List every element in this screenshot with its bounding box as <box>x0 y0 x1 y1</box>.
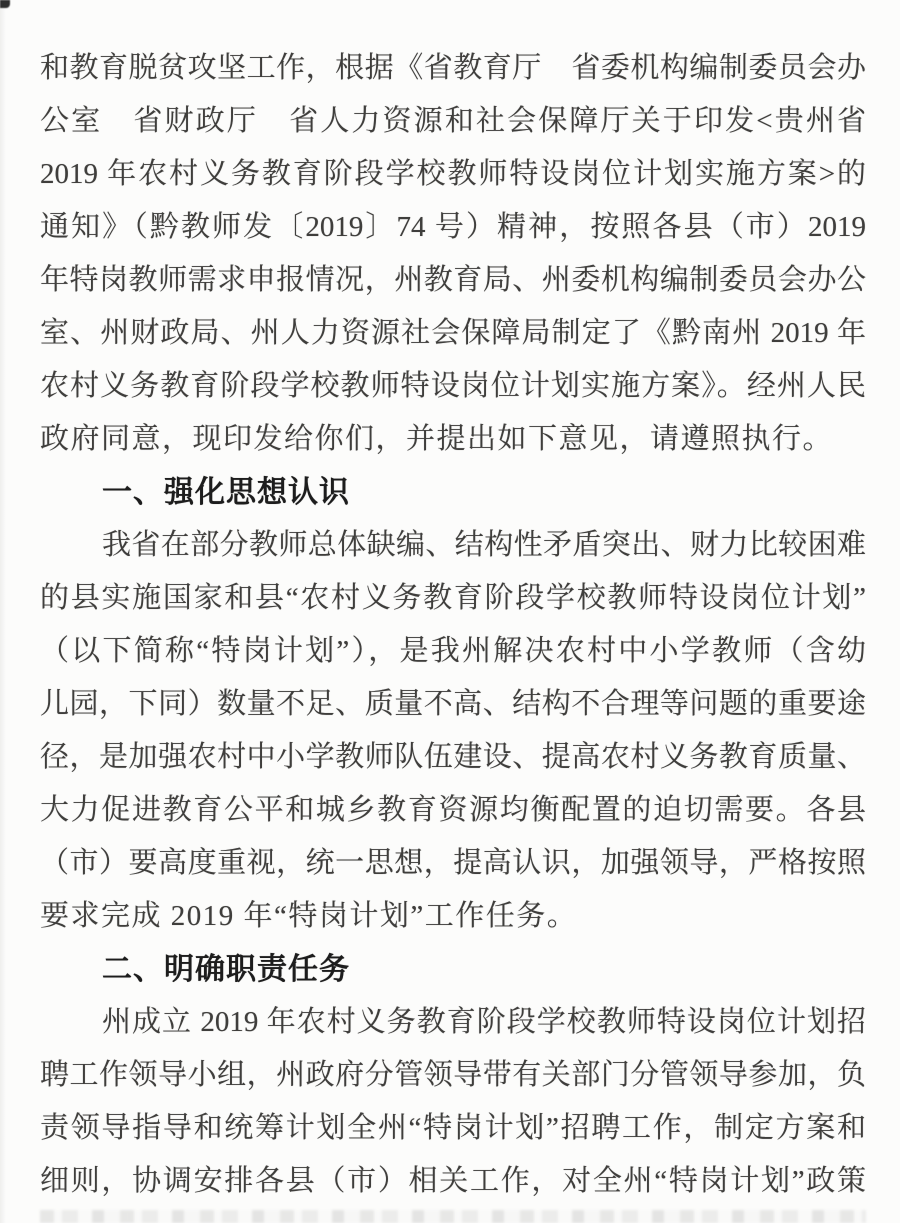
scan-corner-artifact <box>0 0 10 8</box>
text-line: 要求完成 2019 年“特岗计划”工作任务。 <box>40 900 578 932</box>
text-line: 州成立 2019 年农村义务教育阶段学校教师特设岗位计划招 <box>102 1006 866 1038</box>
text-line: 径，是加强农村中小学教师队伍建设、提高农村义务教育质量、 <box>40 741 866 773</box>
text-line: （以下简称“特岗计划”），是我州解决农村中小学教师（含幼 <box>40 635 866 667</box>
text-line: 公室 省财政厅 省人力资源和社会保障厅关于印发<贵州省 <box>40 105 866 137</box>
text-line: 2019 年农村义务教育阶段学校教师特设岗位计划实施方案>的 <box>40 158 866 190</box>
cut-off-next-line-artifact <box>40 1210 866 1223</box>
text-line: 政府同意，现印发给你们，并提出如下意见，请遵照执行。 <box>40 423 834 455</box>
text-line: 室、州财政局、州人力资源社会保障局制定了《黔南州 2019 年 <box>40 317 866 349</box>
text-line: 和教育脱贫攻坚工作，根据《省教育厅 省委机构编制委员会办 <box>40 52 866 84</box>
text-line: 聘工作领导小组，州政府分管领导带有关部门分管领导参加，负 <box>40 1059 866 1091</box>
document-content <box>40 42 866 1208</box>
text-line: （市）要高度重视，统一思想，提高认识，加强领导，严格按照 <box>40 847 866 879</box>
text-line: 儿园，下同）数量不足、质量不高、结构不合理等问题的重要途 <box>40 688 866 720</box>
text-line: 大力促进教育公平和城乡教育资源均衡配置的迫切需要。各县 <box>40 794 866 826</box>
section-heading: 二、明确职责任务 <box>102 953 350 986</box>
text-line: 年特岗教师需求申报情况，州教育局、州委机构编制委员会办公 <box>40 264 866 296</box>
text-line: 细则，协调安排各县（市）相关工作，对全州“特岗计划”政策 <box>40 1165 866 1197</box>
text-line: 农村义务教育阶段学校教师特设岗位计划实施方案》。经州人民 <box>40 370 866 402</box>
text-line: 通知》（黔教师发〔2019〕74 号）精神，按照各县（市）2019 <box>40 211 866 243</box>
text-line: 的县实施国家和县“农村义务教育阶段学校教师特设岗位计划” <box>40 582 866 614</box>
text-line: 我省在部分教师总体缺编、结构性矛盾突出、财力比较困难 <box>102 529 866 561</box>
text-line: 责领导指导和统筹计划全州“特岗计划”招聘工作，制定方案和 <box>40 1112 866 1144</box>
section-heading: 一、强化思想认识 <box>102 476 350 509</box>
scan-edge-shadow <box>0 0 6 1223</box>
